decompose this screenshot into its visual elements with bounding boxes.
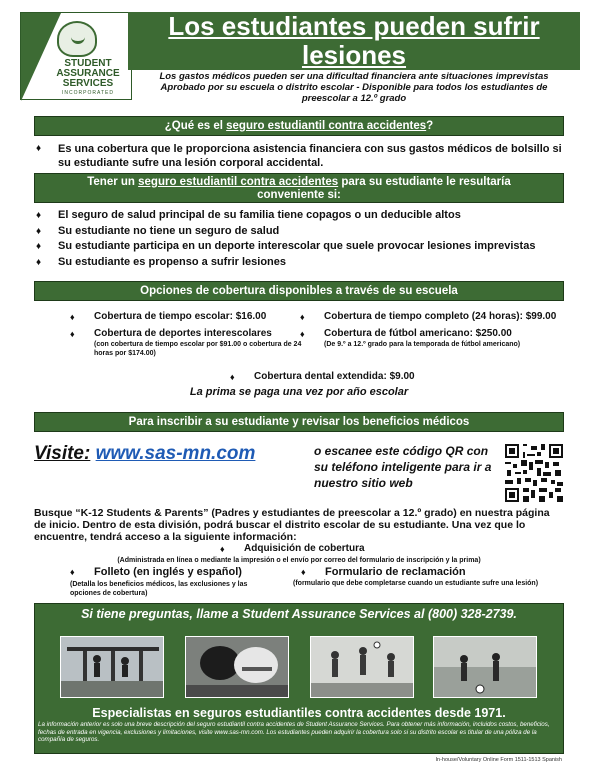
heading-pre: Tener un (87, 176, 139, 188)
what-is-list (36, 142, 564, 170)
heading-post: ? (426, 120, 434, 132)
subtitle-line-2: Aprobado por su escuela o distrito escolar - Disponible para todos los estudiantes de (160, 82, 548, 93)
form-number: In-house/Voluntary Online Form 1511-1513 Spanish (435, 757, 562, 763)
football-note: (De 9.º a 12.º grado para la temporada de fútbol americano) (324, 341, 521, 348)
heading-link: seguro estudiantil contra accidentes (138, 176, 339, 188)
info-acquisition: ♦ Adquisición de cobertura (244, 543, 365, 555)
logo-line-3: SERVICES (62, 78, 114, 89)
coverage-school-time: ♦ Cobertura de tiempo escolar: $16.00 (94, 311, 266, 323)
title-line-2: lesiones (301, 40, 407, 70)
premium-note: La prima se paga una vez por año escolar (189, 386, 409, 398)
brochure-note: (Detalla los beneficios médicos, las exclusiones y las opciones de cobertura) (70, 581, 248, 597)
contact-phone: Si tiene preguntas, llame a Student Assurance Services al (800) 328-2739. (81, 607, 517, 621)
info-claim-form: ♦ Formulario de reclamación (325, 566, 466, 578)
website-link[interactable]: www.sas-mn.com (95, 443, 256, 464)
sports-label: ♦ Cobertura de deportes interescolares (94, 328, 272, 339)
coverage-football (324, 328, 560, 349)
subtitle-line-1: Los gastos médicos pueden ser una dificultad financiera ante situaciones imprevistas (159, 71, 549, 82)
logo-line-1: STUDENT (64, 58, 112, 69)
list-item: ♦ Su estudiante participa en un deporte interescolar que suele provocar lesiones imprevistas (36, 239, 564, 255)
section-what-is-heading (34, 116, 564, 136)
heading-link: seguro estudiantil contra accidentes (226, 120, 427, 132)
list-item: ♦ El seguro de salud principal de su familia tiene copagos o un deducible altos (36, 208, 564, 224)
what-is-text: ♦ Es una cobertura que le proporciona asistencia financiera con sus gastos médicos de bolsillo si su estudiante sufre una lesión corporal accidental. (36, 142, 564, 170)
visit-line (34, 443, 255, 465)
title-line-1: Los estudiantes pueden sufrir (168, 11, 540, 41)
visit-label: Visite: (34, 443, 91, 464)
subtitle-line-3: preescolar a 12.º grado (301, 93, 407, 104)
logo-text (47, 59, 129, 89)
coverage-dental: ♦ Cobertura dental extendida: $9.00 (254, 371, 415, 383)
specialists-tagline: Especialistas en seguros estudiantiles contra accidentes desde 1971. (92, 706, 506, 720)
acquisition-note: (Administrada en línea o mediante la impresión o el envío por correo del formulario de inscripción y la prima) (117, 557, 481, 564)
photo-playground (60, 636, 164, 698)
heading-pre: ¿Qué es el (164, 120, 227, 132)
list-item: ♦ Su estudiante no tiene un seguro de salud (36, 224, 564, 240)
heading-line-2: conveniente si: (257, 189, 341, 201)
photo-soccer (433, 636, 537, 698)
mascot-icon (57, 21, 97, 57)
claim-note: (formulario que debe completarse cuando un estudiante sufre una lesión) (293, 580, 539, 587)
instructions-paragraph: Busque “K-12 Students & Parents” (Padres y estudiantes de preescolar a 12.º grado) en nuestra página de inicio. Dentro de esta división, podrá buscar el distrito escolar de su estudiante. Una vez que lo encuentre, tendrá acceso a la siguiente información: (34, 507, 550, 543)
subtitle (128, 71, 580, 104)
qr-instructions: o escanee este código QR con su teléfono inteligente para ir a nuestro sitio web (314, 444, 492, 490)
qr-code-icon[interactable] (505, 444, 563, 502)
list-item: ♦ Su estudiante es propenso a sufrir lesiones (36, 255, 564, 271)
sports-note: (con cobertura de tiempo escolar por $91.00 o cobertura de 24 horas por $174.00) (94, 341, 302, 357)
info-brochure (94, 566, 284, 578)
coverage-full-time: ♦ Cobertura de tiempo completo (24 horas): $99.00 (324, 311, 556, 323)
convenient-list (36, 208, 564, 270)
photo-volleyball (310, 636, 414, 698)
photo-football (185, 636, 289, 698)
section-convenient-heading (34, 173, 564, 203)
brochure-label: ♦ Folleto (en inglés y español) (94, 566, 242, 578)
football-label: ♦ Cobertura de fútbol americano: $250.00 (324, 328, 512, 339)
logo (20, 12, 132, 100)
fine-print: La información anterior es solo una breve descripción del seguro estudiantil contra accidentes de Student Assurance Services. Para obtener más información, incluidos costos, beneficios, fechas de entrada en vigencia, exclusiones y limitaciones, visite www.sas-mn.com. Los estudiantes pueden adquirir la cobertura solo si su distrito escolar es titular de una póliza de la compañía de seguros. (38, 721, 550, 743)
page-title (128, 12, 580, 70)
logo-incorporated: INCORPORATED (62, 90, 114, 96)
logo-line-2: ASSURANCE (56, 68, 120, 79)
heading-post: para su estudiante le resultaría (338, 176, 511, 188)
coverage-sports (94, 328, 308, 358)
section-coverage-heading: Opciones de cobertura disponibles a través de su escuela (34, 281, 564, 301)
section-enroll-heading: Para inscribir a su estudiante y revisar los beneficios médicos (34, 412, 564, 432)
